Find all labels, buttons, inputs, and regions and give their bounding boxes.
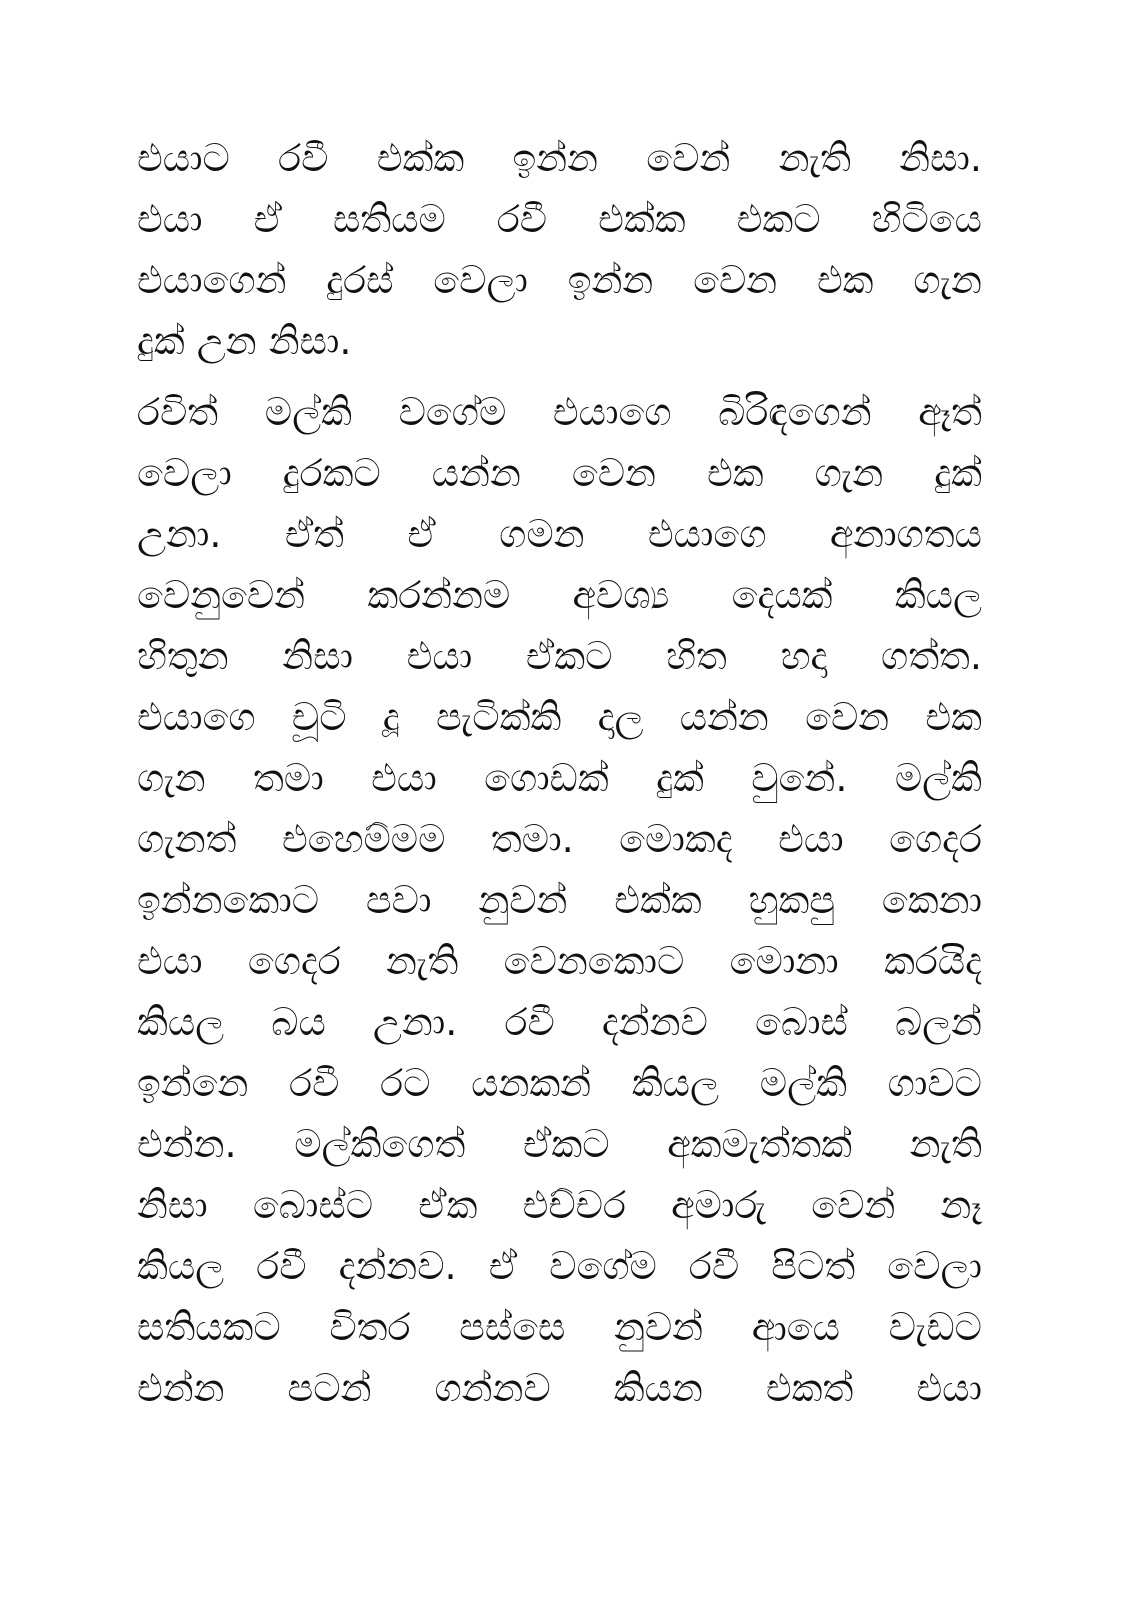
text-line: දුක් උන නිසා. (137, 319, 352, 363)
text-line: ගැනත් එහෙම්මම තමා. මොකද එයා ගෙදර (137, 817, 982, 861)
paragraph-gap (137, 372, 982, 382)
text-line: ඉන්නෙ රවී රට යනකන් කියල මල්කි ගාවට (137, 1061, 982, 1105)
paragraph-2 (137, 382, 982, 1419)
text-line: වෙනුවෙන් කරන්නම අවශ්‍ය දෙයක් කියල (137, 573, 982, 617)
text-line: රවිත් මල්කි වගේම එයාගෙ බිරිඳගෙන් ඈත් (137, 390, 982, 434)
text-line: එයා ගෙදර නැති වෙනකොට මොනා කරයිද (137, 939, 982, 983)
text-line: ඉන්නකොට පවා නුවන් එක්ක හුකපු කෙනා (137, 878, 982, 922)
text-line: උනා. ඒත් ඒ ගමන එයාගෙ අනාගතය (137, 512, 982, 556)
text-line: සතියකට විතර පස්සෙ නුවන් ආයෙ වැඩට (137, 1305, 982, 1349)
text-line: එන්න. මල්කිගෙත් ඒකට අකමැත්තක් නැති (137, 1122, 982, 1166)
text-line: කියල බය උනා. රවී දන්නව බොස් බලන් (137, 1000, 982, 1044)
text-line: වෙලා දුරකට යන්න වෙන එක ගැන දුක් (137, 451, 982, 495)
text-line: එයාගෙන් දුරස් වෙලා ඉන්න වෙන එක ගැන (137, 258, 982, 302)
paragraph-1 (137, 128, 982, 372)
body-text (137, 128, 982, 1419)
text-line: නිසා බොස්ට ඒක එච්චර අමාරු වෙන් නෑ (137, 1183, 982, 1227)
text-line: එයා ඒ සතියම රවී එක්ක එකට හිටියෙ (137, 197, 982, 241)
text-line: ගැන තමා එයා ගොඩක් දුක් වුනේ. මල්කි (137, 756, 982, 800)
text-line: එයාගෙ චූටි දූ පැටික්කි දාල යන්න වෙන එක (137, 695, 982, 739)
text-line: කියල රවී දන්නව. ඒ වගේම රවී පිටත් වෙලා (137, 1244, 982, 1288)
text-line: හිතුන නිසා එයා ඒකට හිත හදා ගත්ත. (137, 634, 982, 678)
text-line: එයාට රවී එක්ක ඉන්න වෙන් නැති නිසා. (137, 136, 982, 180)
text-line: එන්න පටන් ගන්නව කියන එකත් එයා (137, 1366, 982, 1410)
